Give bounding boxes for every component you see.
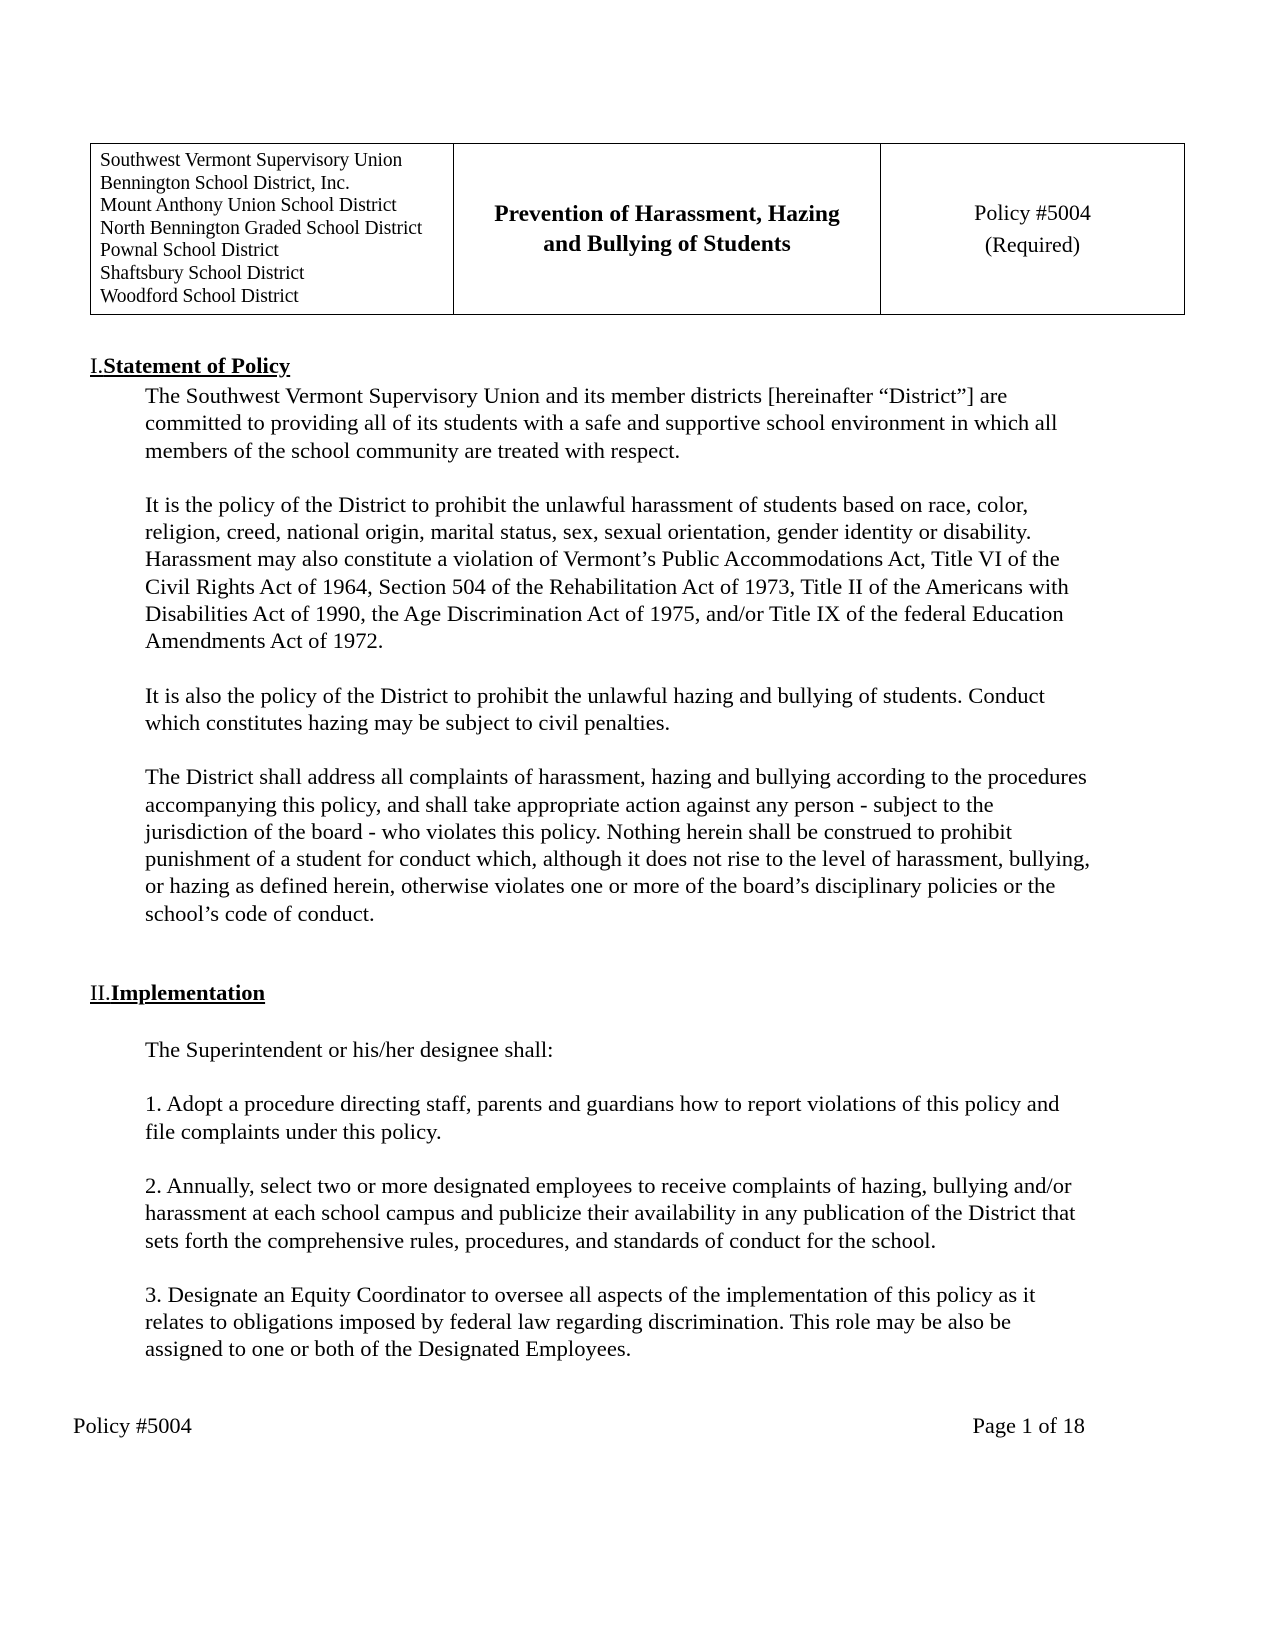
district-name: Mount Anthony Union School District [100,195,397,217]
policy-number-cell [881,144,1185,315]
district-name: North Bennington Graded School District [100,217,423,239]
paragraph: It is also the policy of the District to prohibit the unlawful hazing and bullying of students. Conduct which constitutes hazing may be subject to civil penalties. [145,682,1045,735]
paragraph-spacer [90,655,1090,682]
district-name: Southwest Vermont Supervisory Union [100,150,403,171]
paragraph-spacer [90,464,1090,491]
paragraph: The District shall address all complaints of harassment, hazing and bullying according to the procedures accompanying this policy, and shall take appropriate action against any person - subject to the jurisdiction of the board - who violates this policy. Nothing herein shall be construed to prohibit punishment of a student for conduct which, although it does not rise to the level of harassment, bullying, or hazing as defined herein, otherwise violates one or more of the board’s disciplinary policies or the school’s code of conduct. [145,764,1090,926]
section-title: Implementation [110,980,266,1006]
policy-number: Policy #5004 [974,200,1091,226]
paragraph-spacer [90,736,1090,763]
policy-header-table [90,143,1185,315]
page-footer [73,1413,1085,1439]
list-item: 1. Adopt a procedure directing staff, parents and guardians how to report violations of this policy and file complaints under this policy. [145,1091,1060,1144]
district-name: Bennington School District, Inc. [100,172,350,194]
section-numeral: I. [90,353,104,378]
document-title-cell [454,144,881,315]
table-row [91,144,1185,315]
list-item: 2. Annually, select two or more designated employees to receive complaints of hazing, bullying and/or harassment at each school campus and publicize their availability in any publication of the District that sets forth the comprehensive rules, procedures, and standards of conduct for the school. [145,1172,1076,1253]
paragraph: The Southwest Vermont Supervisory Union and its member districts [hereinafter “District”] are committed to providing all of its students with a safe and supportive school environment in which all members of the school community are treated with respect. [145,383,1058,463]
implementation-lead: The Superintendent or his/her designee shall: [145,1037,554,1063]
section-title: Statement of Policy [103,353,291,378]
section-heading-2 [90,979,1090,1007]
document-body [90,352,1090,1363]
list-item: 3. Designate an Equity Coordinator to oversee all aspects of the implementation of this policy as it relates to obligations imposed by federal law regarding discrimination. This role may be also be assigned to one or both of the Designated Employees. [145,1281,1036,1362]
document-title-line-1: Prevention of Harassment, Hazing [494,201,840,228]
section-spacer [90,927,1090,979]
footer-policy-number: Policy #5004 [73,1413,192,1438]
paragraph-spacer [90,1145,1090,1172]
district-name: Woodford School District [100,285,299,307]
section-heading-1 [90,352,1090,380]
districts-cell [91,144,454,315]
policy-status: (Required) [984,232,1081,258]
paragraph-spacer [90,1009,1090,1036]
paragraph-spacer [90,1063,1090,1090]
district-name: Shaftsbury School District [100,262,305,284]
footer-page-number: Page 1 of 18 [972,1413,1085,1438]
paragraph-spacer [90,1254,1090,1281]
district-name: Pownal School District [100,240,279,262]
document-title-line-2: and Bullying of Students [543,231,791,258]
paragraph: It is the policy of the District to prohibit the unlawful harassment of students based on race, color, religion, creed, national origin, marital status, sex, sexual orientation, gender identity or disability. Harassment may also constitute a violation of Vermont’s Public Accommodations Act, Title VI of the Civil Rights Act of 1964, Section 504 of the Rehabilitation Act of 1973, Title II of the Americans with Disabilities Act of 1990, the Age Discrimination Act of 1975, and/or Title IX of the federal Education Amendments Act of 1972. [145,491,1069,654]
section-numeral: II. [90,980,111,1006]
